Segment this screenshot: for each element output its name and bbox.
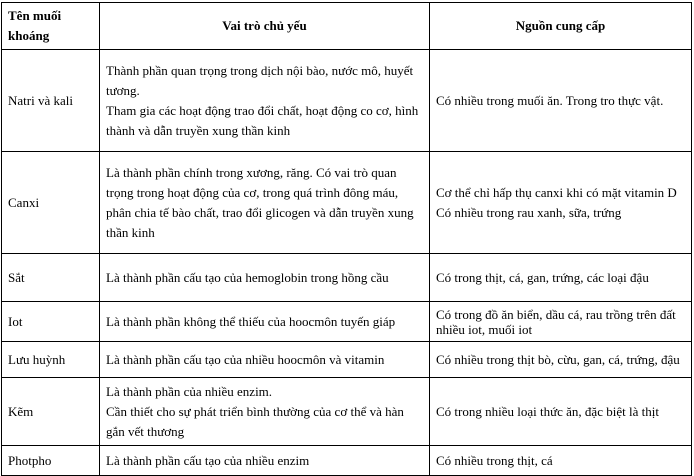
source-text: Có trong đồ ăn biển, dầu cá, rau trồng trên đất nhiều iot, muối iot — [436, 306, 676, 337]
mineral-name: Natri và kali — [2, 50, 100, 152]
header-mineral-name: Tên muối khoáng — [2, 3, 100, 50]
role-cell — [100, 254, 430, 302]
source-text: Có nhiều trong thịt, cá — [436, 452, 553, 468]
role-text: Là thành phần không thể thiếu của hoocmôn tuyến giáp — [106, 314, 396, 329]
role-text: Là thành phần của nhiều enzim. — [106, 383, 273, 399]
table-row — [2, 152, 692, 254]
source-cell — [430, 152, 692, 254]
source-cell — [430, 50, 692, 152]
table-row — [2, 50, 692, 152]
role-text: Là thành phần cấu tạo của nhiều hoocmôn và vitamin — [106, 351, 385, 367]
source-cell — [430, 378, 692, 446]
source-cell — [430, 342, 692, 378]
mineral-name: Photpho — [2, 446, 100, 476]
role-text: Thành phần quan trọng trong dịch nội bào, nước mô, huyết tương. — [106, 62, 414, 98]
source-text: Có trong thịt, cá, gan, trứng, các loại đậu — [436, 269, 649, 285]
role-text: Cần thiết cho sự phát triển bình thường của cơ thể và hàn gắn vết thương — [106, 403, 404, 439]
minerals-table — [1, 2, 692, 476]
role-cell — [100, 152, 430, 254]
role-text: Là thành phần cấu tạo của hemoglobin trong hồng cầu — [106, 269, 389, 285]
source-text: Có nhiều trong thịt bò, cừu, gan, cá, trứng, đậu — [436, 352, 680, 367]
header-source: Nguồn cung cấp — [430, 3, 692, 50]
source-text: Có trong nhiều loại thức ăn, đặc biệt là thịt — [436, 403, 659, 419]
mineral-name: Canxi — [2, 152, 100, 254]
role-text: Là thành phần chính trong xương, răng. Có vai trò quan trọng trong hoạt động của cơ, trong quá trình đông máu, phân chia tế bào chất, trao đổi glicogen và dẫn truyền xung thần kinh — [106, 164, 414, 240]
mineral-name: Kẽm — [2, 378, 100, 446]
source-text: Cơ thể chỉ hấp thụ canxi khi có mặt vitamin D — [436, 184, 677, 200]
mineral-name: Sắt — [2, 254, 100, 302]
table-row — [2, 302, 692, 342]
source-text: Có nhiều trong rau xanh, sữa, trứng — [436, 204, 622, 220]
source-cell — [430, 446, 692, 476]
role-cell — [100, 446, 430, 476]
source-text: Có nhiều trong muối ăn. Trong tro thực vật. — [436, 92, 664, 108]
table-row — [2, 446, 692, 476]
table-row — [2, 342, 692, 378]
source-cell — [430, 254, 692, 302]
mineral-name: Lưu huỳnh — [2, 342, 100, 378]
role-cell — [100, 302, 430, 342]
mineral-name: Iot — [2, 302, 100, 342]
role-cell — [100, 342, 430, 378]
role-text: Là thành phần cấu tạo của nhiều enzim — [106, 452, 310, 468]
header-row — [2, 3, 692, 50]
table-row — [2, 254, 692, 302]
role-cell — [100, 50, 430, 152]
role-cell — [100, 378, 430, 446]
table-row — [2, 378, 692, 446]
role-text: Tham gia các hoạt động trao đổi chất, hoạt động co cơ, hình thành và dẫn truyền xung thần kinh — [106, 102, 419, 138]
source-cell — [430, 302, 692, 342]
header-main-role: Vai trò chủ yếu — [100, 3, 430, 50]
